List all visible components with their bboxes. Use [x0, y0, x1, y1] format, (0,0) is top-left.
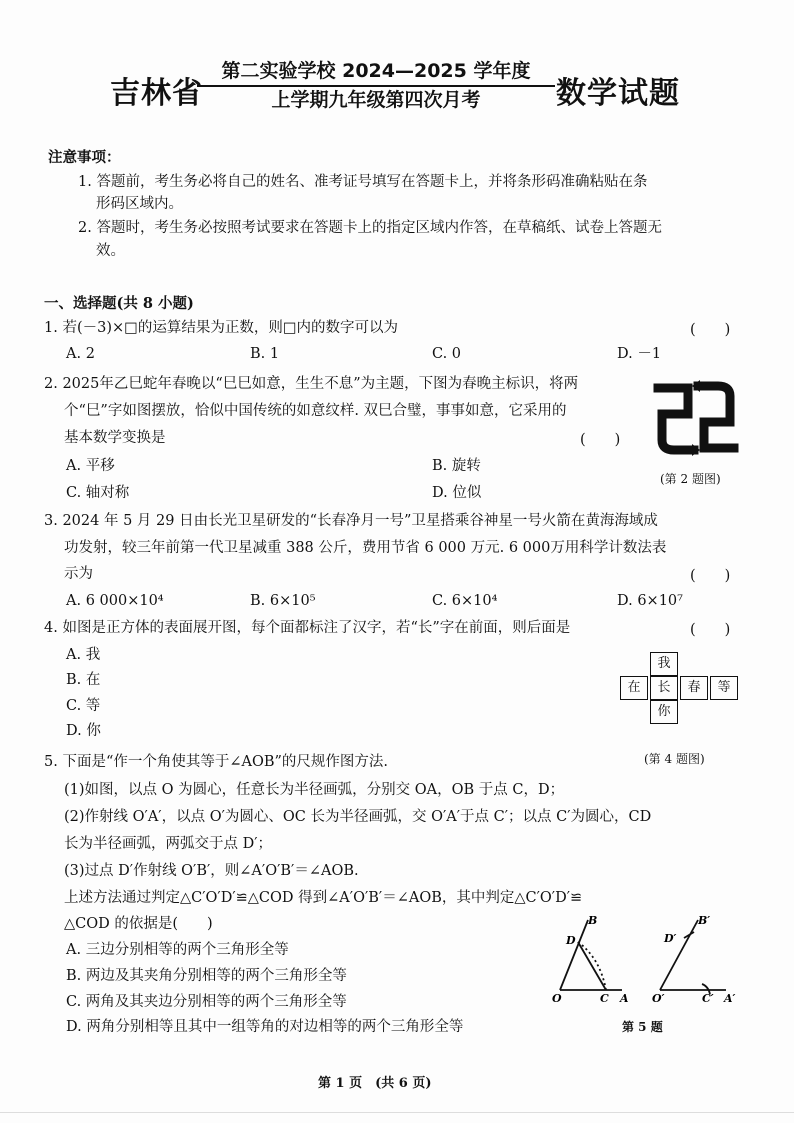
q5-option-b: B. 两边及其夹角分别相等的两个三角形全等	[66, 968, 347, 984]
title-subject: 数学试题	[556, 76, 680, 111]
q1-option-b: B. 1	[250, 346, 280, 362]
notice-title: 注意事项：	[48, 149, 121, 166]
notice-item-1-line-1: 1. 答题前，考生务必将自己的姓名、准考证号填写在答题卡上，并将条形码准确粘贴在条	[78, 174, 648, 190]
q2-stem-line-2: 个“巳”字如图摆放，恰似中国传统的如意纹样. 双巳合璧，事事如意，它采用的	[64, 403, 567, 419]
q5-step-2-line-2: 长为半径画弧，两弧交于点 D′；	[64, 836, 273, 852]
label-C-prime: C′	[702, 992, 714, 1005]
q3-stem-line-2: 功发射，较三年前第一代卫星减重 388 公斤，费用节省 6 000 万元. 6 000万用科学计数法表	[64, 540, 667, 556]
title-province: 吉林省	[110, 76, 203, 111]
cube-face-right-1: 春	[680, 676, 708, 700]
q1-option-a: A. 2	[66, 346, 95, 362]
label-B-prime: B′	[698, 914, 711, 927]
q5-stem: 5. 下面是“作一个角使其等于∠AOB”的尺规作图方法.	[44, 754, 389, 770]
title-school-block	[197, 58, 555, 113]
label-A-prime: A′	[724, 992, 736, 1005]
label-D-prime: D′	[664, 932, 677, 945]
q2-option-b: B. 旋转	[432, 458, 481, 474]
cube-face-top: 我	[650, 652, 678, 676]
q1-stem: 1. 若(－3)×□的运算结果为正数，则□内的数字可以为	[44, 320, 399, 336]
q5-option-d: D. 两角分别相等且其中一组等角的对边相等的两个三角形全等	[66, 1019, 464, 1035]
q5-summary-line-2: △COD 的依据是( )	[64, 916, 213, 932]
q1-answer-paren: ( )	[690, 322, 731, 338]
q4-option-b: B. 在	[66, 672, 101, 688]
label-D: D	[566, 934, 576, 947]
q3-answer-paren: ( )	[690, 568, 731, 584]
notice-item-1-line-2: 形码区域内。	[96, 196, 183, 212]
gala-logo-figure	[648, 378, 744, 458]
cube-face-center: 长	[650, 676, 678, 700]
q5-option-c: C. 两角及其夹边分别相等的两个三角形全等	[66, 994, 347, 1010]
cube-face-right-2: 等	[710, 676, 738, 700]
q4-option-d: D. 你	[66, 723, 101, 739]
section-title: 一、选择题(共 8 小题)	[44, 295, 194, 312]
page-bottom-rule	[0, 1112, 794, 1113]
cube-face-bottom: 你	[650, 700, 678, 724]
page-number: 第 1 页 (共 6 页)	[318, 1076, 432, 1091]
cube-face-left: 在	[620, 676, 648, 700]
q5-step-3: (3)过点 D′作射线 O′B′，则∠A′O′B′＝∠AOB.	[64, 863, 359, 879]
q5-summary-line-1: 上述方法通过判定△C′O′D′≌△COD 得到∠A′O′B′＝∠AOB，其中判定△C′O′D′≌	[64, 890, 583, 906]
label-O-prime: O′	[652, 992, 665, 1005]
q4-stem: 4. 如图是正方体的表面展开图，每个面都标注了汉字，若“长”字在前面，则后面是	[44, 620, 571, 636]
q5-step-2-line-1: (2)作射线 O′A′，以点 O′为圆心、OC 长为半径画弧，交 O′A′于点 C′；以点 C′为圆心，CD	[64, 809, 652, 825]
label-C: C	[600, 992, 609, 1005]
q2-figure-caption: (第 2 题图)	[660, 472, 721, 486]
q2-stem-line-3: 基本数学变换是	[64, 430, 166, 446]
q2-option-a: A. 平移	[66, 458, 115, 474]
label-A: A	[620, 992, 629, 1005]
angle-construction-figure	[548, 912, 748, 1012]
q3-option-b: B. 6×10⁵	[250, 593, 316, 609]
q3-stem-line-1: 3. 2024 年 5 月 29 日由长光卫星研发的“长春净月一号”卫星搭乘谷神星一号火箭在黄海海域成	[44, 513, 658, 529]
q2-stem-line-1: 2. 2025年乙巳蛇年春晚以“巳巳如意，生生不息”为主题，下图为春晚主标识，将两	[44, 376, 579, 392]
cube-net-figure	[620, 652, 750, 742]
q5-figure-caption: 第 5 题	[622, 1020, 663, 1034]
label-B: B	[588, 914, 598, 927]
notice-item-2-line-1: 2. 答题时，考生务必按照考试要求在答题卡上的指定区域内作答，在草稿纸、试卷上答题无	[78, 220, 662, 236]
q5-option-a: A. 三边分别相等的两个三角形全等	[66, 942, 289, 958]
label-O: O	[552, 992, 562, 1005]
q4-figure-caption: (第 4 题图)	[644, 752, 705, 766]
notice-item-2-line-2: 效。	[96, 243, 125, 259]
q2-option-d: D. 位似	[432, 485, 482, 501]
q2-answer-paren: ( )	[580, 432, 621, 448]
q1-option-c: C. 0	[432, 346, 462, 362]
q4-option-a: A. 我	[66, 647, 101, 663]
q5-step-1: (1)如图，以点 O 为圆心，任意长为半径画弧，分别交 OA，OB 于点 C，D；	[64, 782, 565, 798]
title-exam-line: 上学期九年级第四次月考	[271, 89, 481, 111]
q3-stem-line-3: 示为	[64, 566, 93, 582]
q2-option-c: C. 轴对称	[66, 485, 130, 501]
q3-option-c: C. 6×10⁴	[432, 593, 498, 609]
q1-option-d: D. －1	[617, 346, 662, 362]
title-school-line: 第二实验学校 2024—2025 学年度	[197, 58, 555, 87]
q4-option-c: C. 等	[66, 698, 101, 714]
q3-option-d: D. 6×10⁷	[617, 593, 683, 609]
q4-answer-paren: ( )	[690, 622, 731, 638]
q3-option-a: A. 6 000×10⁴	[66, 593, 164, 609]
